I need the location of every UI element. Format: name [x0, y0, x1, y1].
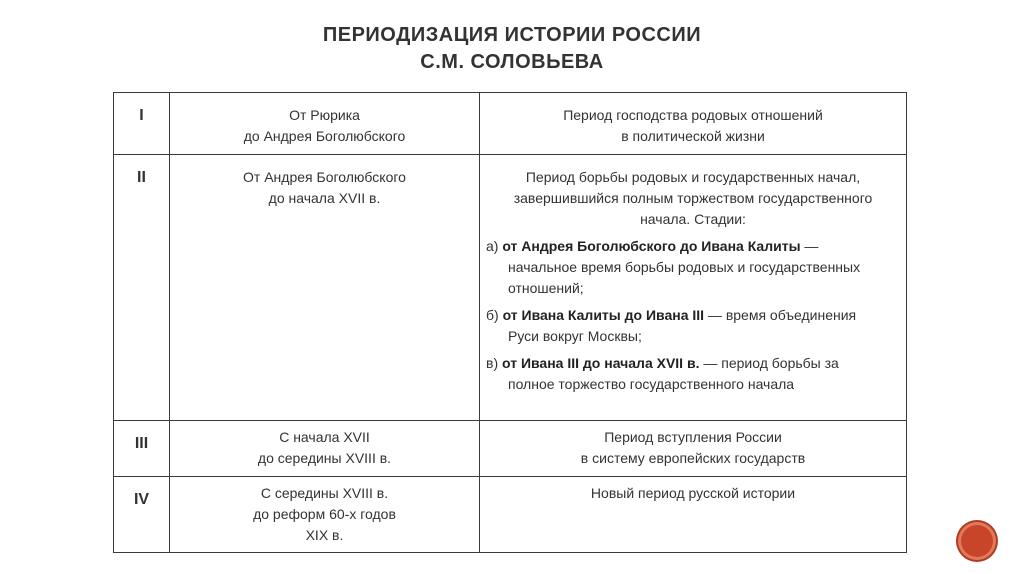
stage-text: — начальное время борьбы родовых и государственных отношений; — [508, 238, 861, 296]
period-line: От Рюрика — [289, 107, 360, 123]
period-line: С начала XVII — [279, 429, 370, 445]
page-title — [0, 22, 1024, 76]
stage-text: — время объединения Руси вокруг Москвы; — [508, 307, 857, 344]
period-cell — [170, 477, 480, 553]
stage-prefix: а) — [486, 238, 499, 254]
period-line: до реформ 60-х годов — [253, 506, 396, 522]
row-number: IV — [114, 477, 170, 553]
row-number: I — [114, 93, 170, 155]
table-row — [114, 477, 907, 553]
stage-bold: от Ивана Калиты до Ивана III — [502, 307, 705, 323]
table-row — [114, 93, 907, 155]
description-line: Новый период русской истории — [590, 485, 796, 501]
title-line-1: ПЕРИОДИЗАЦИЯ ИСТОРИИ РОССИИ — [322, 24, 702, 46]
description-cell — [480, 93, 907, 155]
description-intro: Период борьбы родовых и государственных начал, завершившийся полным торжеством государственного начала. Стадии: — [513, 169, 873, 227]
stage-text: — период борьбы за полное торжество государственного начала — [508, 355, 839, 392]
period-line: XIX в. — [305, 527, 344, 543]
period-line: до Андрея Боголюбского — [243, 128, 406, 144]
row-number: II — [114, 155, 170, 421]
description-cell — [480, 155, 907, 421]
period-line: до начала XVII в. — [268, 190, 381, 206]
title-line-2: С.М. СОЛОВЬЕВА — [420, 51, 604, 73]
table-row — [114, 155, 907, 421]
decorative-circle-icon — [958, 522, 996, 560]
description-line: Период вступления России — [604, 429, 782, 445]
stage-bold: от Андрея Боголюбского до Ивана Калиты — [502, 238, 801, 254]
stage-prefix: б) — [486, 307, 499, 323]
description-cell — [480, 421, 907, 477]
table-row — [114, 421, 907, 477]
stage-bold: от Ивана III до начала XVII в. — [502, 355, 700, 371]
stage-item — [486, 353, 900, 395]
period-cell — [170, 93, 480, 155]
stage-item — [486, 305, 900, 347]
stage-prefix: в) — [486, 355, 499, 371]
description-line: Период господства родовых отношений — [563, 107, 823, 123]
period-cell — [170, 155, 480, 421]
description-cell — [480, 477, 907, 553]
stage-item — [486, 236, 900, 299]
period-line: до середины XVIII в. — [257, 450, 392, 466]
period-line: С середины XVIII в. — [260, 485, 389, 501]
period-line: От Андрея Боголюбского — [243, 169, 406, 185]
row-number: III — [114, 421, 170, 477]
description-line: в систему европейских государств — [580, 450, 806, 466]
periodization-table — [113, 92, 907, 553]
period-cell — [170, 421, 480, 477]
description-line: в политической жизни — [621, 128, 765, 144]
